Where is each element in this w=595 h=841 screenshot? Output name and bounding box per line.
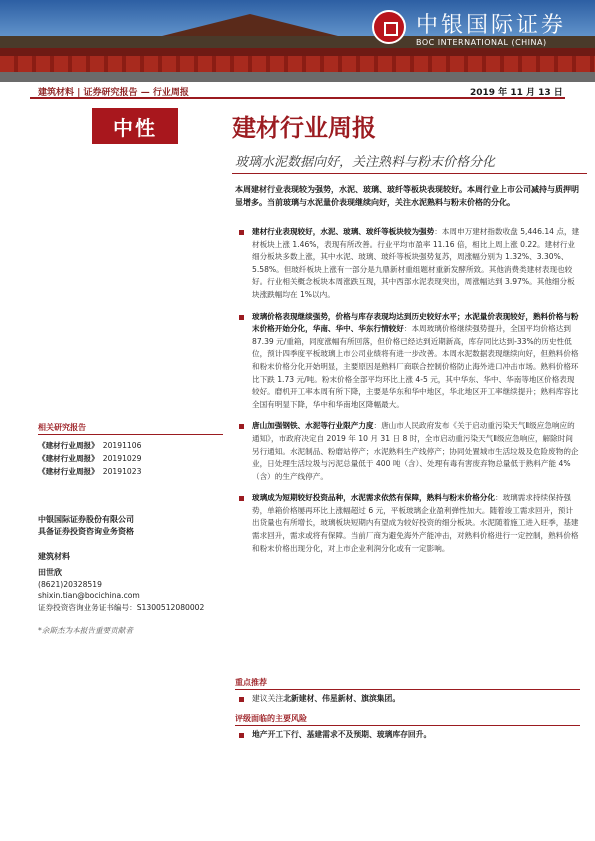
related-report-link[interactable] — [38, 452, 223, 465]
logo-en-text: BOC INTERNATIONAL (CHINA) — [416, 38, 547, 47]
bullet-marker — [239, 424, 244, 429]
report-title: 建材行业周报 — [232, 114, 376, 142]
bullet-marker — [239, 315, 244, 320]
bullet-heading: 建材行业表现较好，水泥、玻璃、玻纤等板块较为强势 — [252, 227, 435, 236]
recommend-prefix: 建议关注 — [252, 694, 284, 703]
company-qualification: 具备证券投资咨询业务资格 — [38, 527, 134, 536]
bullet-item — [235, 492, 580, 555]
bullet-text: ：本周玻璃价格继续强势提升，全国平均价格达到 87.39 元/重箱，同度涨幅有所回落，但价格已经达到近期新高，库存同比达到-33%的历史性低位，预计四季度平板玻璃上市公司业绩将有进一步改善。本周水泥数据表现继续向好，但熟料价格和粉末价格分化开始明显，主要原因是熟料厂商联合控制价格防止海外进口冲击市场。熟料价格环比下跌 1.73 元/吨。粉末价格全部平均环比上涨 4-5 元，其中华东、华中、华南等地区价格表现较好。磨机开工率本周有所下降，主要是华东和华中地区，华北地区开工率继续提升；熟料库容比全国有明显下降，华中和华南地区降幅最大。 — [252, 324, 579, 409]
logo-cn-text: 中银国际证券 — [416, 13, 567, 38]
bullet-text: ：本周申万建材指数收盘 5,446.14 点，建材板块上涨 1.46%，表现有所改善。行业平均市盈率 11.16 倍，相比上周上涨 0.22。建材行业细分板块多数上涨，其中水泥、玻璃、玻纤等板块强势复苏，周涨幅分别为 1.32%、3.30%、5.58%。但玻纤板块上涨有一部分是九鼎新材重组题材重新发酵所致。其他消费类建材表现也较好。行业相关概念板块本周涨跌互现，其中西部水泥表现突出，周涨幅达到 3.97%。其他细分板块涨跌幅均在 1%以内。 — [252, 227, 580, 299]
recommend-title: 重点推荐 — [235, 678, 267, 687]
related-report-name: 《建材行业周报》 — [38, 441, 99, 450]
bullet-heading: 玻璃价格表现继续强势，价格与库存表现均达到历史较好水平；水泥量价表现较好，熟料价格与粉末价格开始分化，华南、华中、华东行情较好 — [252, 311, 579, 334]
related-report-date: 20191023 — [102, 467, 142, 476]
sector-label: 建筑材料 — [38, 552, 70, 561]
related-report-name: 《建材行业周报》 — [38, 467, 99, 476]
bullet-marker — [239, 230, 244, 235]
analyst-certificate: 证券投资咨询业务证书编号：S1300512080002 — [38, 602, 205, 612]
company-name: 中银国际证券股份有限公司 — [38, 515, 134, 524]
related-report-date: 20191029 — [102, 454, 142, 463]
company-logo — [372, 8, 588, 52]
ground-band — [0, 72, 595, 82]
bullet-heading: 唐山加强钢铁、水泥等行业限产力度 — [252, 421, 374, 431]
bullet-text: ：唐山市人民政府发布《关于启动重污染天气Ⅱ级应急响应的通知》，市政府决定自 2019 年 10 月 31 日 8 时，全市启动重污染天气Ⅱ级应急响应，解除时间另行通知。水泥制品、粉磨站停产；水泥熟料生产线停产；协同处置城市生活垃圾及危险废物的企业，日处理生活垃圾与污泥总量低于 400 吨（含）、处理有毒有害废弃物总量低于熟料产能 4%（含）的生产线停产。 — [252, 421, 579, 481]
company-block — [38, 514, 223, 538]
breadcrumb: 建筑材料 | 证券研究报告 — 行业周报 — [38, 88, 189, 98]
recommend-stocks: 北新建材、伟星新材、旗滨集团。 — [283, 694, 401, 703]
risk-divider — [235, 725, 580, 726]
related-reports-list — [38, 439, 223, 478]
bullet-marker — [239, 697, 244, 702]
related-report-date: 20191106 — [102, 441, 142, 450]
bullet-list — [235, 226, 580, 564]
related-report-link[interactable] — [38, 465, 223, 478]
related-report-name: 《建材行业周报》 — [38, 454, 99, 463]
report-subtitle: 玻璃水泥数据向好，关注熟料与粉末价格分化 — [235, 155, 496, 170]
risk-text: 地产开工下行、基建需求不及预期、玻璃库存回升。 — [252, 730, 432, 739]
bullet-marker — [239, 496, 244, 501]
analyst-name: 田世欣 — [38, 568, 62, 577]
boc-logo-icon — [372, 10, 406, 44]
related-report-link[interactable] — [38, 439, 223, 452]
report-date: 2019 年 11 月 13 日 — [470, 88, 563, 98]
bullet-marker — [239, 733, 244, 738]
bullet-heading: 玻璃成为短期较好投资品种，水泥需求依然有保障，熟料与粉末价格分化 — [252, 493, 495, 503]
bullet-item — [235, 226, 580, 302]
bullet-text: ：玻璃需求持续保持强势，单箱价格屡再环比上涨幅超过 6 元，平板玻璃企业盈利弹性加大。随着竣工需求回升，预计出货量也有所增长，玻璃板块短期内有望成为较好投资的细分板块。水泥随着施工进入旺季，基建需求回升，需求或将有保障。当前厂商为避免海外产能冲击，对熟料价格进行一定控制，熟料价格和粉末价格出现分化，对上市企业利润分化或有一定影响。 — [252, 493, 579, 553]
analyst-email[interactable]: shixin.tian@bocichina.com — [38, 591, 140, 600]
risk-title: 评级面临的主要风险 — [235, 714, 307, 723]
risk-item — [235, 729, 580, 741]
bullet-item — [235, 311, 580, 412]
recommend-divider — [235, 689, 580, 690]
related-reports-divider — [38, 434, 223, 435]
title-divider — [232, 173, 587, 174]
contributor-note: *余斯杰为本报告重要贡献者 — [38, 626, 133, 635]
analyst-block — [38, 567, 223, 613]
summary-paragraph: 本周建材行业表现较为强势，水泥、玻璃、玻纤等板块表现较好。本周行业上市公司减持与质押明显增多。当前玻璃与水泥量价表现继续向好，关注水泥熟料与粉末价格的分化。 — [235, 185, 579, 207]
bullet-item — [235, 420, 580, 483]
recommend-item — [235, 693, 580, 705]
related-reports-title: 相关研究报告 — [38, 423, 86, 432]
rating-badge: 中性 — [92, 108, 178, 144]
analyst-phone: (8621)20328519 — [38, 579, 102, 589]
